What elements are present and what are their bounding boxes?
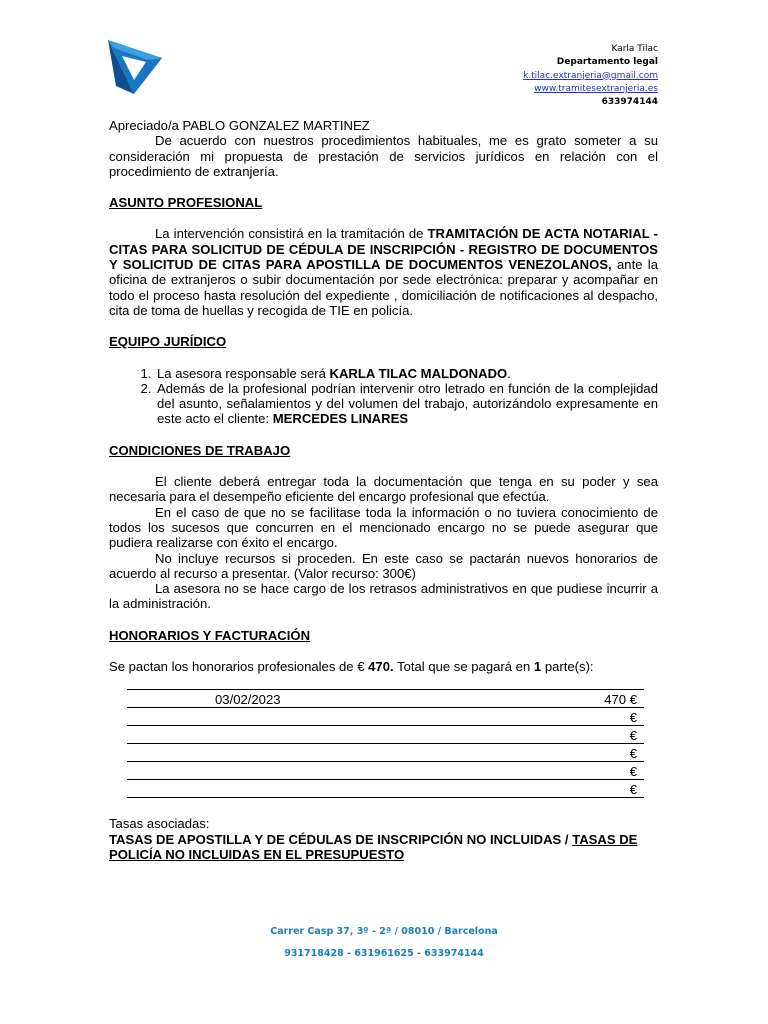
fee-amount: €	[538, 726, 644, 744]
condition-paragraph: La asesora no se hace cargo de los retrasos administrativos en que pudiese incurrir a la administración.	[109, 581, 658, 612]
table-row	[127, 762, 644, 780]
fee-date	[127, 762, 538, 780]
fee-amount: €	[538, 708, 644, 726]
table-row	[127, 708, 644, 726]
table-row	[127, 780, 644, 798]
table-row	[127, 690, 644, 708]
condition-paragraph: En el caso de que no se facilitase toda la información o no tuviera conocimiento de todos los sucesos que concurren en el mencionado encargo no se puede asegurar que pudiera realizarse con éxito el encargo.	[109, 504, 658, 551]
fee-amount: €	[538, 780, 644, 798]
tasas-text: TASAS DE APOSTILLA Y DE CÉDULAS DE INSCRIPCIÓN NO INCLUIDAS / TASAS DE POLICÍA NO INCLUIDAS EN EL PRESUPUESTO	[109, 831, 638, 862]
asunto-services: TRAMITACIÓN DE ACTA NOTARIAL - CITAS PARA SOLICITUD DE CÉDULA DE INSCRIPCIÓN - REGISTRO DE DOCUMENTOS Y SOLICITUD DE CITAS PARA APOSTILLA DE DOCUMENTOS VENEZOLANOS,	[109, 226, 658, 273]
fee-date	[127, 726, 538, 744]
fee-amount: €	[538, 762, 644, 780]
asunto-heading: ASUNTO PROFESIONAL	[109, 195, 263, 211]
honorarios-heading: HONORARIOS Y FACTURACIÓN	[109, 627, 311, 643]
footer-address: Carrer Casp 37, 3º - 2ª / 08010 / Barcelona	[270, 926, 498, 937]
equipo-heading: EQUIPO JURÍDICO	[109, 334, 227, 350]
contact-phone: 633974144	[601, 97, 658, 108]
footer-phones: 931718428 - 631961625 - 633974144	[284, 948, 484, 959]
fee-date	[127, 744, 538, 762]
fee-amount: 470 €	[538, 690, 644, 708]
tasas-policia: TASAS DE POLICÍA NO INCLUIDAS EN EL PRESUPUESTO	[109, 831, 638, 862]
salutation: Apreciado/a PABLO GONZALEZ MARTINEZ	[109, 118, 370, 133]
fee-date	[127, 780, 538, 798]
table-row	[127, 726, 644, 744]
condition-paragraph: No incluye recursos si proceden. En este caso se pactarán nuevos honorarios de acuerdo al recurso a presentar. (Valor recurso: 300€)	[109, 550, 658, 581]
letter-body	[109, 118, 658, 862]
responsible-advisor: KARLA TILAC MALDONADO	[329, 365, 508, 381]
fee-date	[127, 708, 538, 726]
tasas-apostilla: TASAS DE APOSTILLA Y DE CÉDULAS DE INSCRIPCIÓN NO INCLUIDAS	[109, 831, 562, 847]
table-row	[127, 744, 644, 762]
condiciones-heading: CONDICIONES DE TRABAJO	[109, 442, 291, 458]
fees-summary: Se pactan los honorarios profesionales de € 470. Total que se pagará en 1 parte(s):	[109, 659, 594, 675]
list-item: 2. Además de la profesional podrían intervenir otro letrado en función de la complejidad del asunto, señalamientos y del volumen del trabajo, autorizándolo expresamente en este acto el cliente: MERCEDES LINARES	[155, 381, 658, 427]
contact-block	[523, 43, 658, 109]
contact-website-link[interactable]: www.tramitesextranjeria.es	[534, 83, 658, 94]
client-name: MERCEDES LINARES	[272, 411, 409, 427]
condition-paragraph: El cliente deberá entregar toda la documentación que tenga en su poder y sea necesaria para el desempeño eficiente del encargo profesional que efectúa.	[109, 474, 658, 505]
contact-department: Departamento legal	[556, 57, 658, 68]
fee-amount: €	[538, 744, 644, 762]
company-logo	[108, 40, 162, 94]
fees-parts: 1	[533, 659, 542, 675]
contact-name: Karla Tilac	[611, 44, 658, 54]
contact-email-link[interactable]: k.tilac.extranjeria@gmail.com	[523, 70, 658, 81]
asunto-paragraph: La intervención consistirá en la tramitación de TRAMITACIÓN DE ACTA NOTARIAL - CITAS PARA SOLICITUD DE CÉDULA DE INSCRIPCIÓN - REGISTRO DE DOCUMENTOS Y SOLICITUD DE CITAS PARA APOSTILLA DE DOCUMENTOS VENEZOLANOS, ante la oficina de extranjeros o subir documentación por sede electrónica: preparar y acompañar en todo el proceso hasta resolución del expediente , domiciliación de notificaciones al despacho, cita de toma de huellas y recogida de TIE en policía.	[109, 226, 658, 318]
fee-date: 03/02/2023	[127, 690, 538, 708]
equipo-list	[109, 366, 658, 427]
fees-table	[127, 689, 644, 798]
tasas-label: Tasas asociadas:	[109, 816, 210, 832]
list-item: 1. La asesora responsable será KARLA TILAC MALDONADO.	[155, 366, 658, 381]
fees-amount: 470.	[368, 659, 394, 675]
intro-paragraph: De acuerdo con nuestros procedimientos habituales, me es grato someter a su consideración mi propuesta de prestación de servicios jurídicos en relación con el procedimiento de extranjería.	[109, 133, 658, 179]
